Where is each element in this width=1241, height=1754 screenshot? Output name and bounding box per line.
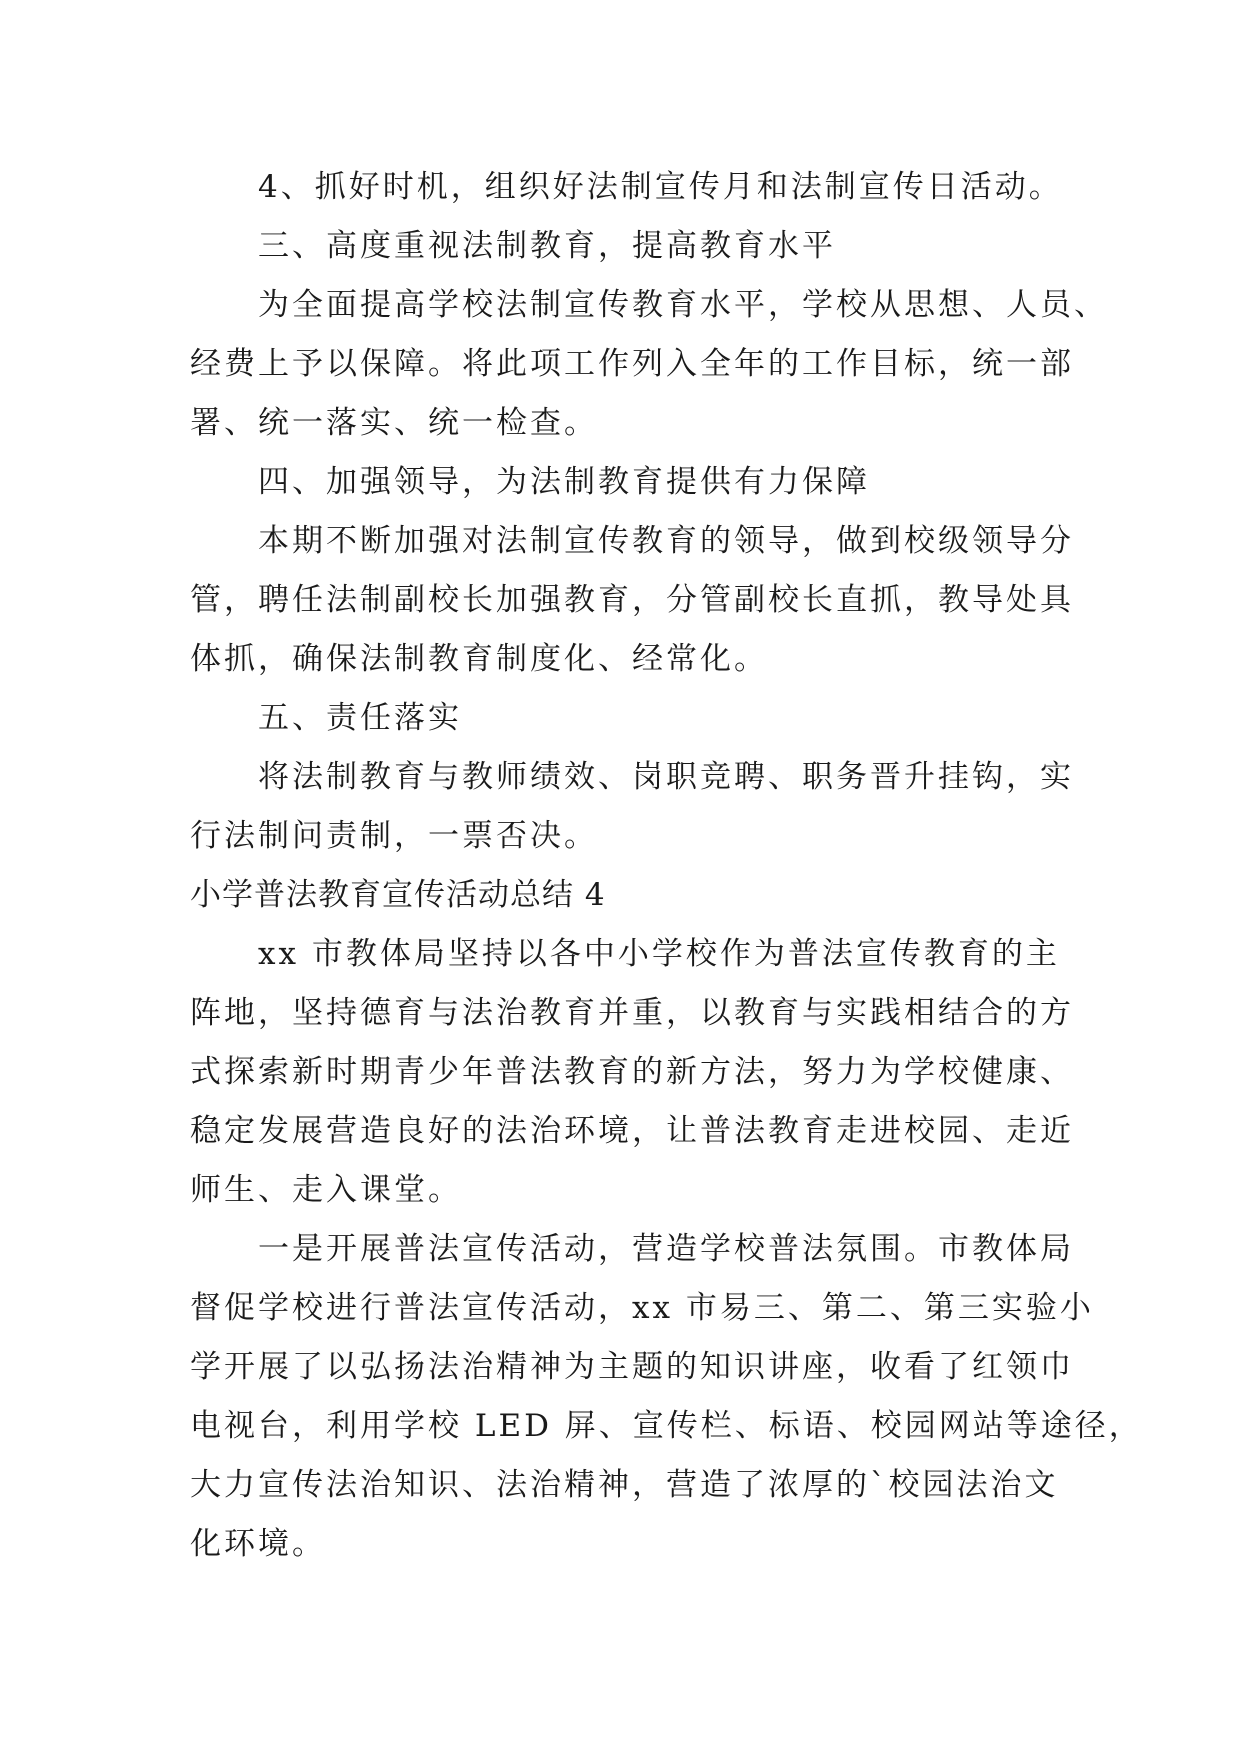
text-line: 化环境。 [190,1526,326,1562]
text-line: 将法制教育与教师绩效、岗职竞聘、职务晋升挂钩，实 [258,759,1074,795]
paragraph-summary-4-intro [190,925,1074,1220]
paragraph-summary-4-point-1 [190,1220,1143,1574]
text-line: 体抓，确保法制教育制度化、经常化。 [190,641,768,677]
paragraph-summary-4-title [190,866,1070,925]
paragraph-section-3-body [190,276,1108,453]
text-line: 一是开展普法宣传活动，营造学校普法氛围。市教体局 [258,1231,1074,1267]
paragraph-section-4-heading [190,453,1070,512]
text-line: 电视台，利用学校 LED 屏、宣传栏、标语、校园网站等途径， [190,1408,1143,1444]
document-page [190,158,1143,1574]
text-line: 阵地，坚持德育与法治教育并重，以教育与实践相结合的方 [190,995,1074,1031]
paragraph-section-3-heading [190,217,1070,276]
text-line: 三、高度重视法制教育，提高教育水平 [258,228,836,264]
text-line: 四、加强领导，为法制教育提供有力保障 [258,464,870,500]
text-line: 大力宣传法治知识、法治精神，营造了浓厚的`校园法治文 [190,1467,1059,1503]
paragraph-item-4 [190,158,1070,217]
text-line: 为全面提高学校法制宣传教育水平，学校从思想、人员、 [258,287,1108,323]
text-line: 师生、走入课堂。 [190,1172,462,1208]
text-line: 稳定发展营造良好的法治环境，让普法教育走进校园、走近 [190,1113,1074,1149]
text-line: 4、抓好时机，组织好法制宣传月和法制宣传日活动。 [258,169,1063,205]
text-line: 五、责任落实 [258,700,462,736]
text-line: 式探索新时期青少年普法教育的新方法，努力为学校健康、 [190,1054,1074,1090]
text-line: 小学普法教育宣传活动总结 4 [190,877,606,913]
text-line: 行法制问责制，一票否决。 [190,818,598,854]
text-line: 署、统一落实、统一检查。 [190,405,598,441]
text-line: 学开展了以弘扬法治精神为主题的知识讲座，收看了红领巾 [190,1349,1074,1385]
text-line: 督促学校进行普法宣传活动，xx 市易三、第二、第三实验小 [190,1290,1094,1326]
text-line: 本期不断加强对法制宣传教育的领导，做到校级领导分 [258,523,1074,559]
paragraph-section-5-heading [190,689,1070,748]
paragraph-section-4-body [190,512,1074,689]
text-line: xx 市教体局坚持以各中小学校作为普法宣传教育的主 [258,936,1060,972]
text-line: 经费上予以保障。将此项工作列入全年的工作目标，统一部 [190,346,1074,382]
text-line: 管，聘任法制副校长加强教育，分管副校长直抓，教导处具 [190,582,1074,618]
paragraph-section-5-body [190,748,1074,866]
